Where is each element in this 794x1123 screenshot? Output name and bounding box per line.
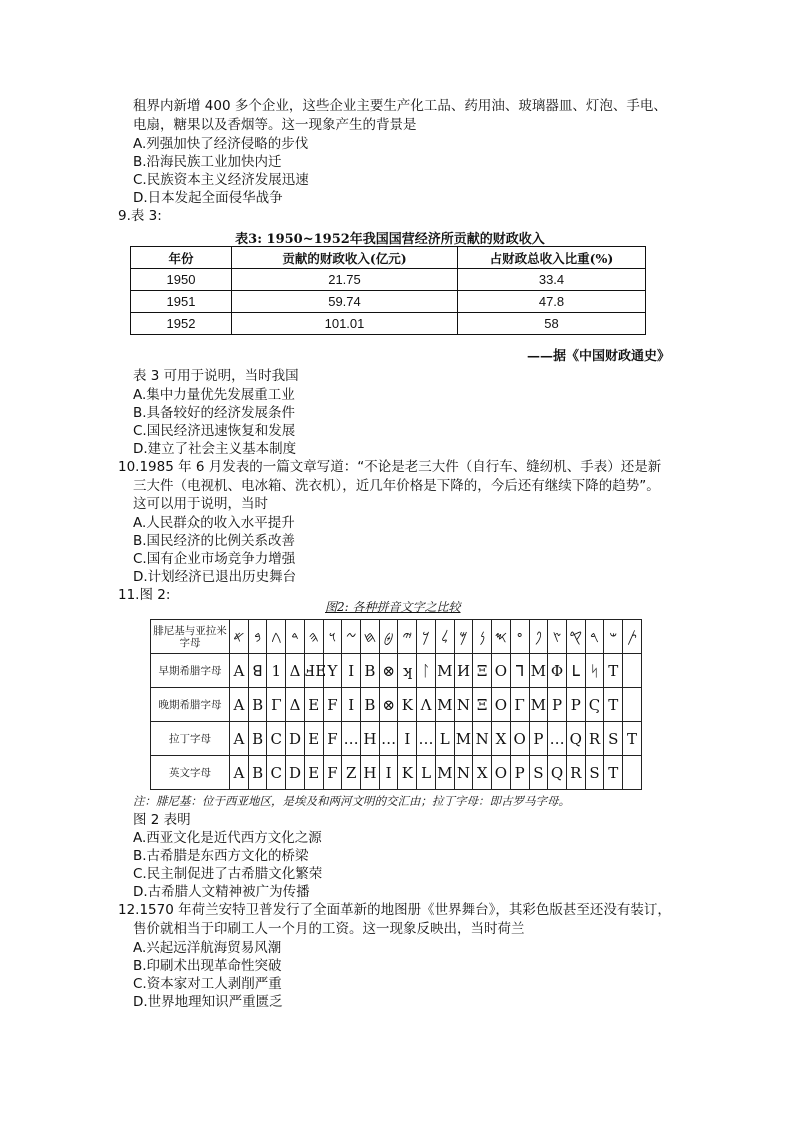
alphabet-glyph: F	[323, 756, 342, 790]
table3-header-share: 占财政总收入比重(%)	[458, 247, 646, 269]
alphabet-glyph: F	[323, 722, 342, 756]
alphabet-glyph: E	[304, 756, 323, 790]
table-row	[131, 313, 646, 335]
alphabet-glyph: E	[304, 722, 323, 756]
alphabet-glyph: Ϛ	[585, 688, 604, 722]
alphabet-glyph	[623, 688, 642, 722]
table3-header-row	[131, 247, 646, 269]
alphabet-glyph: H	[361, 722, 380, 756]
alphabet-glyph: 𐤑	[548, 620, 567, 654]
alphabet-glyph: ℲE	[304, 654, 323, 688]
q11-option-a: A.西亚文化是近代西方文化之源	[133, 830, 322, 846]
table-cell: 58	[458, 313, 646, 335]
alphabet-glyph: I	[398, 722, 417, 756]
q9-option-d: D.建立了社会主义基本制度	[133, 441, 297, 457]
alphabet-glyph: Y	[323, 654, 342, 688]
alphabet-glyph: ᒪ	[566, 654, 585, 688]
alphabet-glyph: ⊗	[379, 654, 398, 688]
figure2-title: 图2: 各种拼音文字之比较	[325, 600, 461, 614]
alphabet-glyph: ᛚ	[417, 654, 436, 688]
alphabet-glyph: C	[267, 756, 286, 790]
alphabet-glyph: 𐤍	[473, 620, 492, 654]
alphabet-glyph: M	[435, 654, 454, 688]
q11-label: 11.图 2:	[118, 587, 171, 603]
alphabet-glyph: T	[604, 756, 623, 790]
alphabet-glyph: K	[398, 688, 417, 722]
table3-source: ——据《中国财政通史》	[526, 349, 670, 364]
alphabet-glyph: Ξ	[473, 654, 492, 688]
alphabet-glyph: B	[248, 722, 267, 756]
alphabet-glyph: M	[529, 654, 548, 688]
table3-header-year: 年份	[131, 247, 232, 269]
alphabet-glyph: И	[454, 654, 473, 688]
table-cell: 101.01	[232, 313, 458, 335]
alphabet-glyph: P	[566, 688, 585, 722]
q8-option-d: D.日本发起全面侵华战争	[133, 190, 283, 206]
alphabet-glyph: E	[304, 688, 323, 722]
alphabet-glyph: ʞ	[398, 654, 417, 688]
q9-option-a: A.集中力量优先发展重工业	[133, 387, 295, 403]
alphabet-glyph: Ξ	[473, 688, 492, 722]
q11-option-b: B.古希腊是东西方文化的桥梁	[133, 848, 309, 864]
alphabet-glyph: 𐤅	[323, 620, 342, 654]
alphabet-glyph: 𐤆	[342, 620, 361, 654]
q11-option-c: C.民主制促进了古希腊文化繁荣	[133, 866, 323, 882]
alphabet-glyph: M	[454, 722, 473, 756]
alphabet-glyph: A	[230, 654, 249, 688]
alphabet-glyph: 𐤓	[585, 620, 604, 654]
alphabet-glyph: F	[323, 688, 342, 722]
alphabet-glyph: M	[435, 756, 454, 790]
q11-stem: 图 2 表明	[133, 812, 191, 828]
q10-stem-line3: 这可以用于说明，当时	[133, 496, 268, 512]
alphabet-glyph: Ⅰ	[379, 756, 398, 790]
alphabet-glyph: M	[529, 688, 548, 722]
alphabet-glyph: T	[604, 688, 623, 722]
q12-option-c: C.资本家对工人剥削严重	[133, 976, 282, 992]
q8-stem-line1: 租界内新增 400 多个企业，这些企业主要生产化工品、药用油、玻璃器皿、灯泡、手电、	[133, 98, 667, 114]
alphabet-glyph: 𐤕	[623, 620, 642, 654]
alphabet-glyph: L	[417, 756, 436, 790]
alphabet-glyph: B	[361, 688, 380, 722]
figure2-alphabet-table	[150, 619, 642, 790]
alphabet-row-label: 早期希腊字母	[151, 654, 230, 688]
alphabet-glyph: I	[342, 688, 361, 722]
q12-option-d: D.世界地理知识严重匮乏	[133, 994, 283, 1010]
alphabet-glyph: X	[492, 722, 511, 756]
q9-label: 9.表 3:	[118, 208, 162, 224]
alphabet-row-label: 拉丁字母	[151, 722, 230, 756]
alphabet-row-label: 腓尼基与亚拉米字母	[151, 620, 230, 654]
alphabet-glyph: 𐤈	[379, 620, 398, 654]
alphabet-glyph: 𐤉	[398, 620, 417, 654]
q12-option-a: A.兴起远洋航海贸易风潮	[133, 940, 282, 956]
alphabet-glyph: L	[435, 722, 454, 756]
figure2-note: 注：腓尼基：位于西亚地区，是埃及和两河文明的交汇由；拉丁字母：即古罗马字母。	[133, 794, 570, 808]
alphabet-glyph: Q	[566, 722, 585, 756]
alphabet-glyph: ꓭ	[248, 654, 267, 688]
q8-option-a: A.列强加快了经济侵略的步伐	[133, 136, 309, 152]
alphabet-glyph: P	[529, 722, 548, 756]
q12-stem-line1: 12.1570 年荷兰安特卫普发行了全面革新的地图册《世界舞台》，其彩色版甚至还没有装订，	[118, 902, 671, 918]
alphabet-glyph: M	[435, 688, 454, 722]
alphabet-glyph: O	[492, 688, 511, 722]
table-cell: 59.74	[232, 291, 458, 313]
alphabet-glyph: 𐤐	[529, 620, 548, 654]
alphabet-glyph: 𐤁	[248, 620, 267, 654]
alphabet-glyph: D	[286, 722, 305, 756]
table-row	[131, 291, 646, 313]
alphabet-glyph: 𐤋	[435, 620, 454, 654]
alphabet-glyph: Γ	[510, 688, 529, 722]
alphabet-glyph: C	[267, 722, 286, 756]
q10-stem-line2: 三大件（电视机、电冰箱、洗衣机），近几年价格是下降的，今后还有继续下降的趋势”。	[133, 478, 660, 494]
alphabet-glyph: Γ	[267, 688, 286, 722]
table-row	[151, 688, 642, 722]
alphabet-glyph	[623, 654, 642, 688]
q9-stem: 表 3 可用于说明，当时我国	[133, 368, 299, 384]
q10-option-c: C.国有企业市场竞争力增强	[133, 551, 296, 567]
q10-stem-line1: 10.1985 年 6 月发表的一篇文章写道：“不论是老三大件（自行车、缝纫机、手表）还是新	[118, 459, 662, 475]
table-row	[151, 756, 642, 790]
table-row	[131, 269, 646, 291]
q8-option-b: B.沿海民族工业加快内迁	[133, 154, 282, 170]
table-row	[151, 654, 642, 688]
alphabet-glyph: ᒣ	[510, 654, 529, 688]
alphabet-glyph: R	[566, 756, 585, 790]
q11-option-d: D.古希腊人文精神被广为传播	[133, 884, 310, 900]
alphabet-glyph: T	[623, 722, 642, 756]
alphabet-glyph: ⊗	[379, 688, 398, 722]
table-cell: 21.75	[232, 269, 458, 291]
alphabet-glyph: 𐤒	[566, 620, 585, 654]
q8-stem-line2: 电扇，糖果以及香烟等。这一现象产生的背景是	[133, 117, 417, 133]
alphabet-glyph: O	[510, 722, 529, 756]
alphabet-glyph: O	[492, 654, 511, 688]
table3	[130, 246, 646, 335]
alphabet-glyph: X	[473, 756, 492, 790]
q10-option-d: D.计划经济已退出历史舞台	[133, 569, 297, 585]
alphabet-glyph: N	[454, 756, 473, 790]
alphabet-glyph: 𐤎	[492, 620, 511, 654]
alphabet-glyph: I	[342, 654, 361, 688]
alphabet-glyph: …	[379, 722, 398, 756]
alphabet-glyph: Q	[548, 756, 567, 790]
table-cell: 1950	[131, 269, 232, 291]
alphabet-glyph: R	[585, 722, 604, 756]
alphabet-glyph: P	[548, 688, 567, 722]
alphabet-glyph: 𐤂	[267, 620, 286, 654]
alphabet-glyph: A	[230, 756, 249, 790]
table-row	[151, 620, 642, 654]
q10-option-b: B.国民经济的比例关系改善	[133, 533, 296, 549]
table3-header-revenue: 贡献的财政收入(亿元)	[232, 247, 458, 269]
alphabet-glyph: Δ	[286, 654, 305, 688]
alphabet-glyph: A	[230, 688, 249, 722]
alphabet-glyph: H	[361, 756, 380, 790]
alphabet-glyph: N	[473, 722, 492, 756]
alphabet-glyph: 𐤄	[304, 620, 323, 654]
table-cell: 1951	[131, 291, 232, 313]
alphabet-glyph: S	[604, 722, 623, 756]
table-cell: 33.4	[458, 269, 646, 291]
alphabet-glyph: 𐤔	[604, 620, 623, 654]
alphabet-glyph: N	[454, 688, 473, 722]
q8-option-c: C.民族资本主义经济发展迅速	[133, 172, 309, 188]
alphabet-glyph: …	[342, 722, 361, 756]
table-row	[151, 722, 642, 756]
alphabet-glyph: 𐤊	[417, 620, 436, 654]
alphabet-glyph: 𐤏	[510, 620, 529, 654]
alphabet-glyph: K	[398, 756, 417, 790]
alphabet-glyph: Λ	[417, 688, 436, 722]
alphabet-glyph: ᛋ	[585, 654, 604, 688]
q12-stem-line2: 售价就相当于印刷工人一个月的工资。这一现象反映出，当时荷兰	[133, 921, 525, 937]
q9-option-c: C.国民经济迅速恢复和发展	[133, 423, 296, 439]
alphabet-glyph: B	[248, 756, 267, 790]
alphabet-row-label: 晚期希腊字母	[151, 688, 230, 722]
table3-title: 表3: 1950~1952年我国国营经济所贡献的财政收入	[235, 232, 545, 247]
alphabet-glyph: T	[604, 654, 623, 688]
table-cell: 1952	[131, 313, 232, 335]
alphabet-glyph: …	[417, 722, 436, 756]
alphabet-glyph: S	[585, 756, 604, 790]
alphabet-glyph: B	[248, 688, 267, 722]
alphabet-glyph: P	[510, 756, 529, 790]
alphabet-glyph: 𐤌	[454, 620, 473, 654]
alphabet-glyph: Δ	[286, 688, 305, 722]
table-cell: 47.8	[458, 291, 646, 313]
alphabet-glyph: 𐤇	[361, 620, 380, 654]
q9-option-b: B.具备较好的经济发展条件	[133, 405, 296, 421]
alphabet-glyph: O	[492, 756, 511, 790]
alphabet-glyph: 𐤃	[286, 620, 305, 654]
alphabet-glyph: B	[361, 654, 380, 688]
alphabet-glyph: S	[529, 756, 548, 790]
alphabet-row-label: 英文字母	[151, 756, 230, 790]
alphabet-glyph: Z	[342, 756, 361, 790]
alphabet-glyph: Φ	[548, 654, 567, 688]
alphabet-glyph: A	[230, 722, 249, 756]
q12-option-b: B.印刷术出现革命性突破	[133, 958, 282, 974]
q10-option-a: A.人民群众的收入水平提升	[133, 515, 295, 531]
alphabet-glyph: D	[286, 756, 305, 790]
alphabet-glyph: 𐤀	[230, 620, 249, 654]
alphabet-glyph	[623, 756, 642, 790]
alphabet-glyph: …	[548, 722, 567, 756]
alphabet-glyph: 1	[267, 654, 286, 688]
